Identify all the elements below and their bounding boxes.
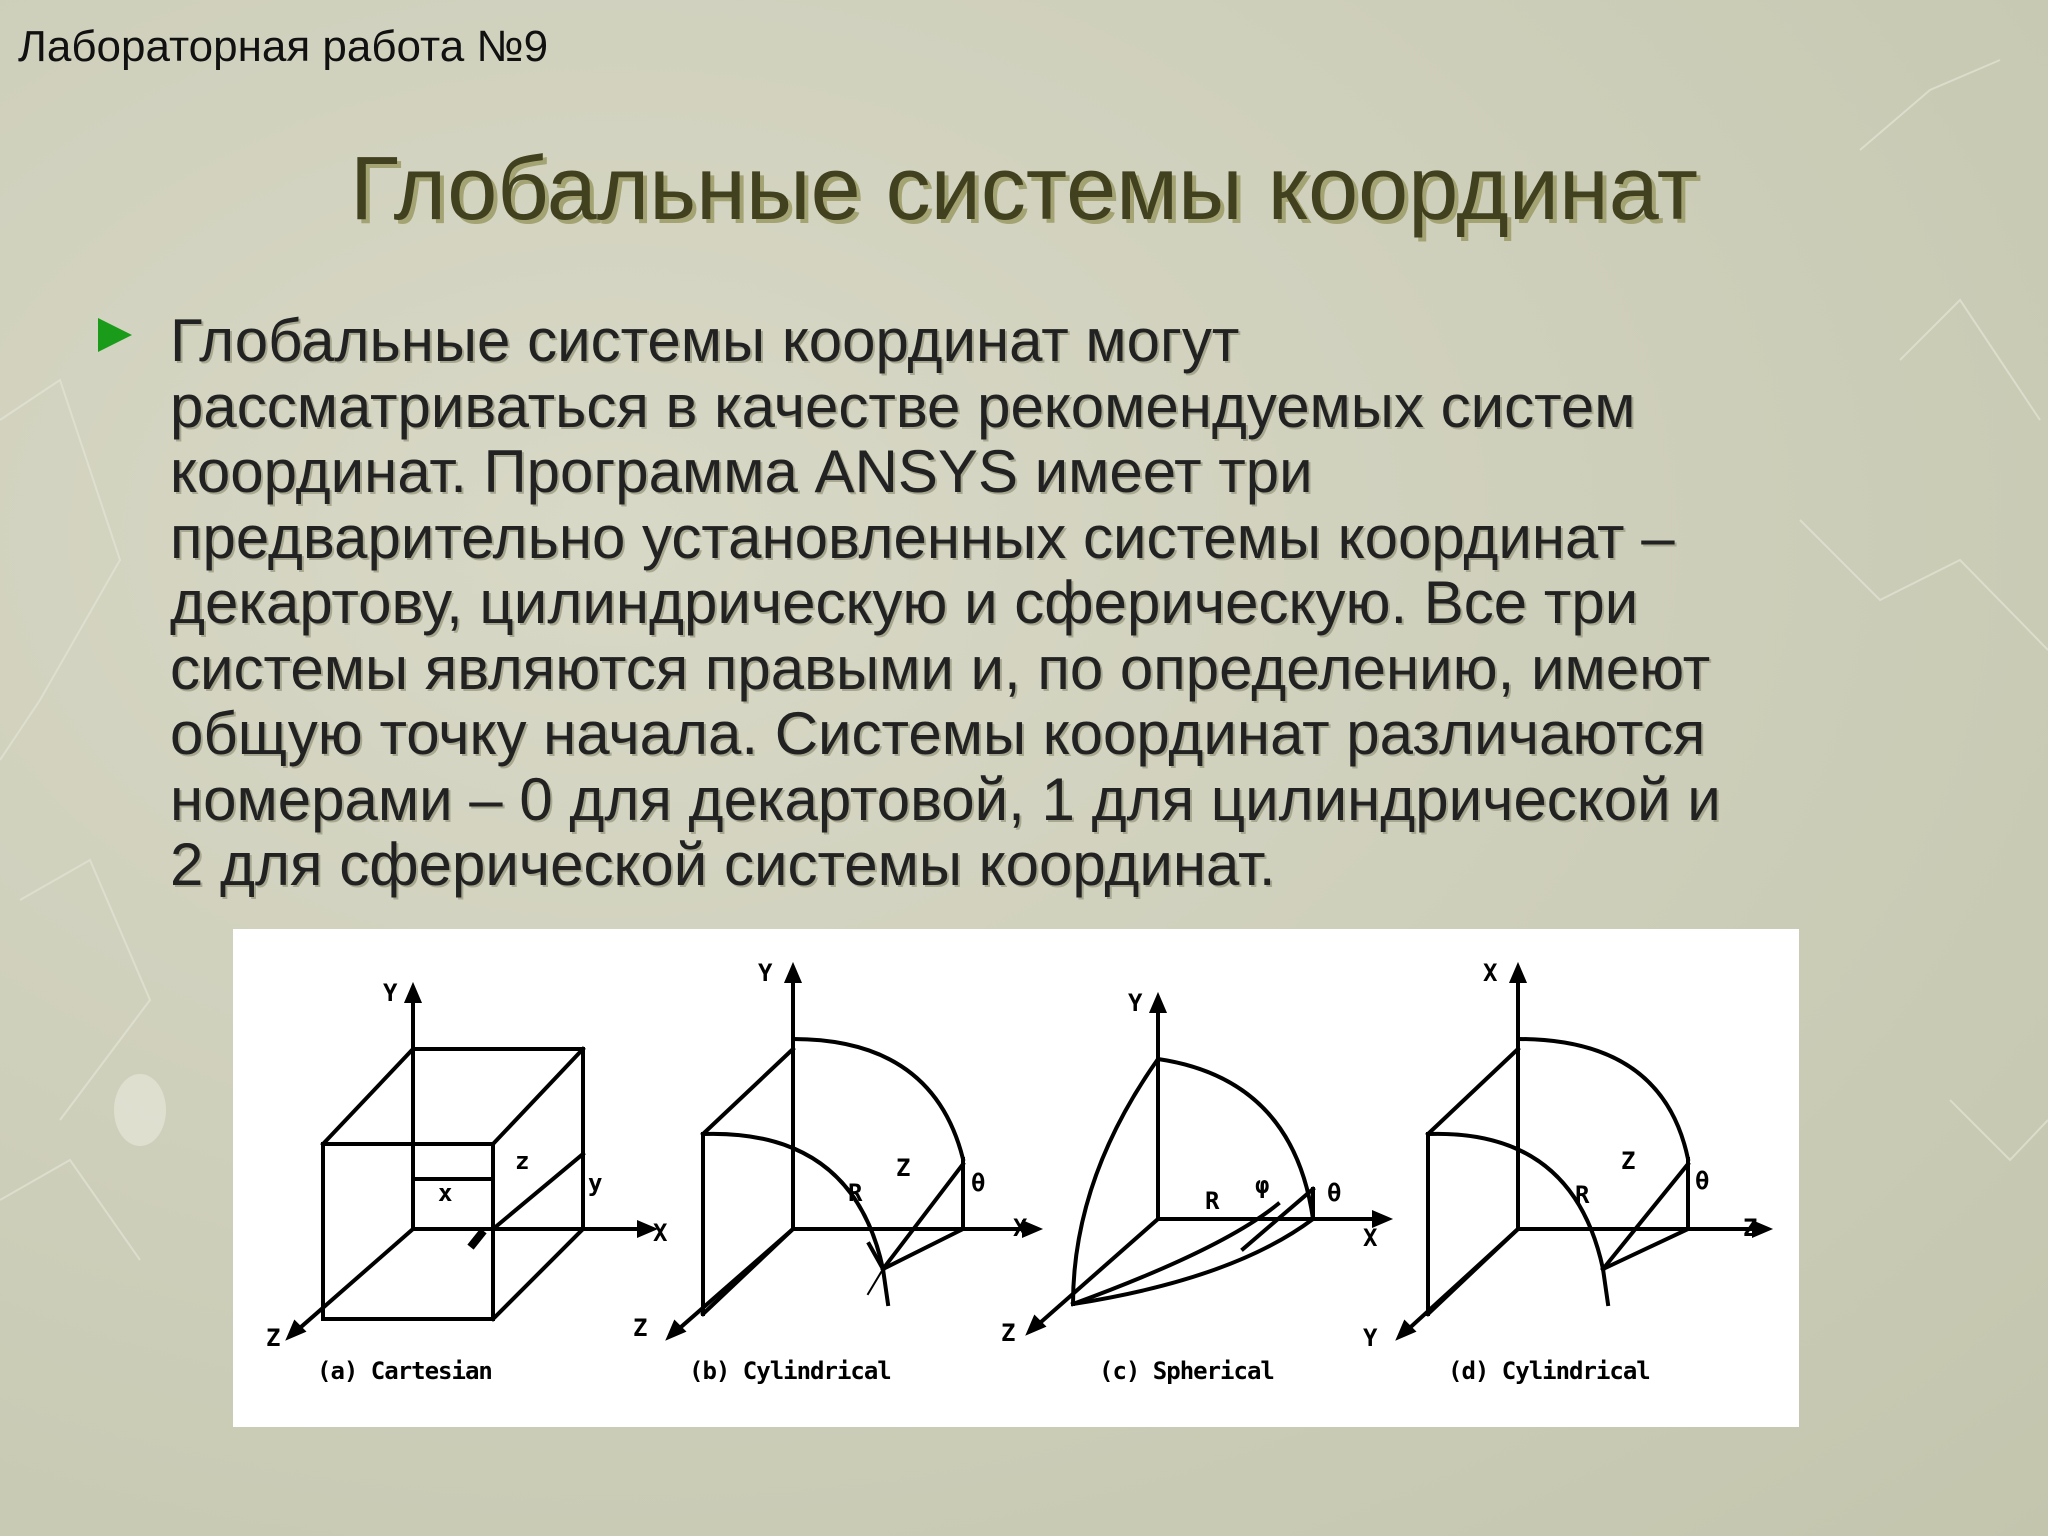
axis-label: θ [1695, 1167, 1710, 1195]
bullet-line: рассматриваться в качестве рекомендуемых систем [170, 372, 1636, 440]
axis-label: Z [1621, 1147, 1636, 1175]
axis-label: Z [1743, 1214, 1758, 1242]
bullet-text [170, 308, 1970, 898]
bullet-line: системы являются правыми и, по определению, имеют [170, 634, 1711, 702]
axis-label: Z [633, 1314, 648, 1342]
axis-label: x [438, 1179, 453, 1207]
caption-cylindrical: (b) Cylindrical [689, 1357, 891, 1385]
axis-label: Y [1363, 1324, 1378, 1352]
cartesian-diagram [289, 987, 653, 1337]
slide-title: Глобальные системы координат [349, 139, 1699, 239]
axis-label: φ [1255, 1171, 1270, 1199]
bullet-line: координат. Программа ANSYS имеет три [170, 438, 1313, 505]
axis-label: R [848, 1179, 863, 1207]
bullet-line: 2 для сферической системы координат. [170, 831, 1276, 898]
spherical-diagram [1029, 997, 1388, 1332]
axis-label: Y [758, 959, 773, 987]
axis-label: X [653, 1219, 668, 1247]
bullet-line: декартову, цилиндрическую и сферическую. Все три [170, 569, 1639, 636]
axis-label: Z [1001, 1319, 1016, 1347]
axis-label: R [1205, 1187, 1220, 1215]
cylindrical-diagram-alt [1399, 967, 1768, 1337]
axis-label: Z [266, 1324, 281, 1352]
caption-cartesian: (a) Cartesian [317, 1357, 492, 1385]
bullet-line: Глобальные системы координат могут [170, 307, 1240, 374]
axis-label: θ [971, 1169, 986, 1197]
coordinate-systems-figure [233, 929, 1799, 1427]
bullet-line: номерами – 0 для декартовой, 1 для цилиндрической и [170, 765, 1721, 833]
axis-label: X [1483, 959, 1498, 987]
bullet-arrow-icon [98, 318, 132, 352]
axis-label: Z [896, 1154, 911, 1182]
caption-spherical: (c) Spherical [1099, 1357, 1274, 1385]
axis-label: X [1363, 1224, 1378, 1252]
lab-label: Лабораторная работа №9 [18, 22, 549, 71]
bullet-line: общую точку начала. Системы координат различаются [170, 700, 1706, 767]
axis-label: Y [1128, 989, 1143, 1017]
cylindrical-diagram [669, 967, 1038, 1337]
caption-cylindrical-alt: (d) Cylindrical [1448, 1357, 1650, 1385]
axis-label: z [515, 1147, 530, 1175]
axis-label: θ [1327, 1179, 1342, 1207]
axis-label: X [1013, 1214, 1028, 1242]
bullet-line: предварительно установленных системы координат – [170, 503, 1675, 571]
axis-label: Y [383, 979, 398, 1007]
axis-label: R [1575, 1181, 1590, 1209]
axis-label: y [588, 1169, 603, 1197]
